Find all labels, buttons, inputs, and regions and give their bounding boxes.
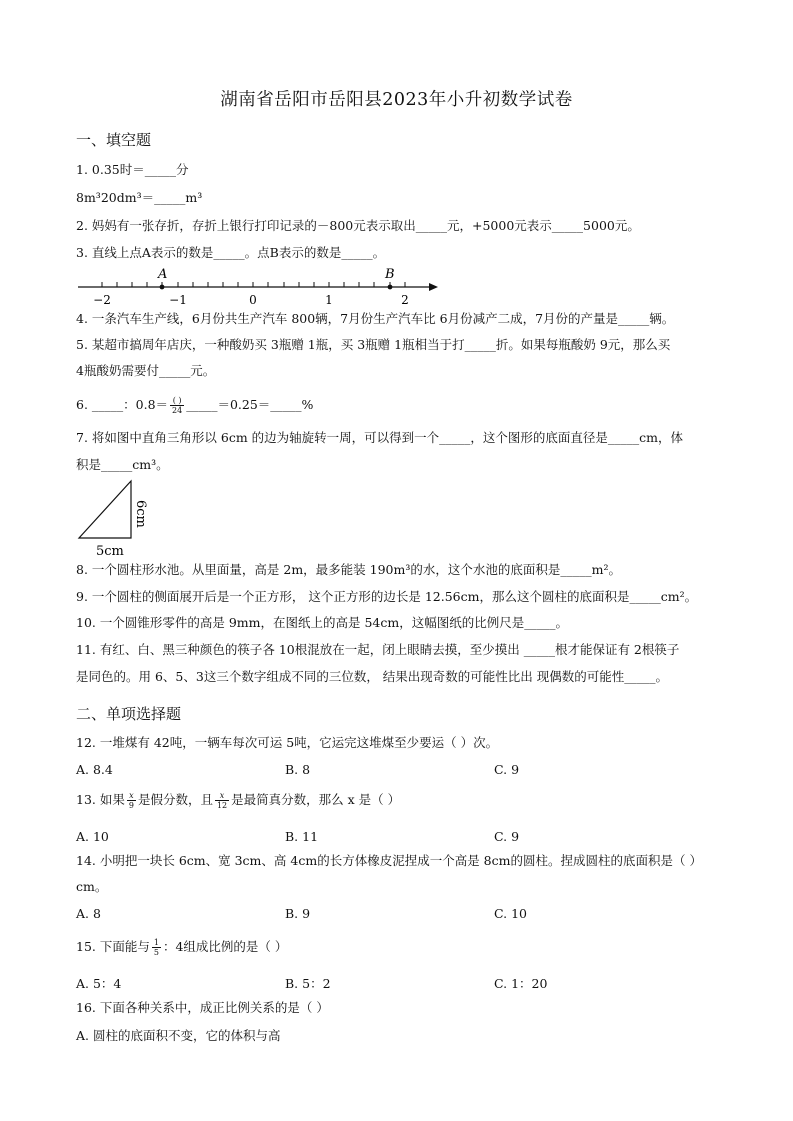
triangle-base-label: 5cm bbox=[96, 544, 124, 558]
tick-label-0: 0 bbox=[249, 293, 257, 307]
section-fill-in-heading: 一、填空题 bbox=[76, 131, 152, 149]
question-13-part2: 是假分数，且 bbox=[137, 792, 213, 807]
triangle-side-label: 6cm bbox=[133, 500, 148, 528]
fraction-numerator: x bbox=[215, 791, 229, 801]
question-2: 2. 妈妈有一张存折，存折上银行打印记录的－800元表示取出_____元，+5000元表示_____5000元。 bbox=[76, 218, 640, 233]
question-15-option-c: C. 1：20 bbox=[494, 976, 548, 991]
question-13-part1: 13. 如果 bbox=[76, 792, 125, 807]
question-14-option-b: B. 9 bbox=[285, 906, 311, 921]
question-15-option-a: A. 5：4 bbox=[76, 976, 122, 991]
fraction-denominator: 24 bbox=[172, 406, 183, 415]
question-14-option-c: C. 10 bbox=[494, 906, 527, 921]
question-12-option-b: B. 8 bbox=[285, 762, 311, 777]
question-16-option-a: A. 圆柱的底面积不变，它的体积与高 bbox=[76, 1028, 281, 1043]
question-13-option-c: C. 9 bbox=[494, 829, 520, 844]
question-3: 3. 直线上点A表示的数是_____。点B表示的数是_____。 bbox=[76, 245, 386, 260]
question-5a: 5. 某超市搞周年店庆，一种酸奶买 3瓶赠 1瓶，买 3瓶赠 1瓶相当于打_____折。如果每瓶酸奶 9元，那么买 bbox=[76, 337, 671, 352]
tick-label-neg2: −2 bbox=[93, 293, 111, 307]
tick-label-neg1: −1 bbox=[169, 293, 187, 307]
fraction-numerator: 1 bbox=[153, 938, 159, 947]
right-triangle-figure bbox=[74, 476, 164, 558]
question-14-option-a: A. 8 bbox=[76, 906, 101, 921]
question-13-part3: 是最简真分数，那么 x 是（ ） bbox=[231, 792, 401, 807]
question-15-part1: 15. 下面能与 bbox=[76, 939, 150, 954]
question-11b: 是同色的。用 6、5、3这三个数字组成不同的三位数， 结果出现奇数的可能性比出 现偶数的可能性_____。 bbox=[76, 669, 669, 684]
point-a-label: A bbox=[158, 267, 168, 282]
right-triangle bbox=[79, 481, 131, 538]
point-b-dot bbox=[388, 285, 393, 290]
question-13 bbox=[76, 791, 400, 810]
point-b-label: B bbox=[385, 267, 395, 282]
question-1a: 1. 0.35时＝_____分 bbox=[76, 162, 189, 177]
fraction-denominator: 9 bbox=[128, 801, 134, 810]
question-9: 9. 一个圆柱的侧面展开后是一个正方形， 这个正方形的边长是 12.56cm，那么这个圆柱的底面积是_____cm²。 bbox=[76, 589, 698, 604]
fraction-numerator: ( ) bbox=[170, 396, 184, 406]
fraction-denominator: 12 bbox=[216, 801, 228, 810]
question-4: 4. 一条汽车生产线，6月份共生产汽车 800辆，7月份生产汽车比 6月份减产二成，7月份的产量是_____辆。 bbox=[76, 311, 675, 326]
section-single-choice-heading: 二、单项选择题 bbox=[76, 705, 182, 723]
question-5b: 4瓶酸奶需要付_____元。 bbox=[76, 363, 216, 378]
question-11a: 11. 有红、白、黑三种颜色的筷子各 10根混放在一起，闭上眼睛去摸，至少摸出 _____根才能保证有 2根筷子 bbox=[76, 642, 680, 657]
question-1b: 8m³20dm³＝_____m³ bbox=[76, 190, 203, 205]
question-6 bbox=[76, 396, 313, 415]
question-12-option-a: A. 8.4 bbox=[76, 762, 113, 777]
question-15-part2: ：4组成比例的是（ ） bbox=[162, 939, 288, 954]
question-13-fraction-1 bbox=[127, 791, 136, 810]
question-15-option-b: B. 5：2 bbox=[285, 976, 331, 991]
question-6-fraction bbox=[170, 396, 184, 415]
question-16: 16. 下面各种关系中，成正比例关系的是（ ） bbox=[76, 1000, 329, 1015]
question-12: 12. 一堆煤有 42吨，一辆车每次可运 5吨，它运完这堆煤至少要运（ ）次。 bbox=[76, 735, 499, 750]
question-12-option-c: C. 9 bbox=[494, 762, 520, 777]
tick-label-2: 2 bbox=[401, 293, 409, 307]
fraction-denominator: 5 bbox=[153, 948, 159, 957]
number-line-arrow bbox=[429, 283, 438, 291]
question-10: 10. 一个圆锥形零件的高是 9mm，在图纸上的高是 54cm，这幅图纸的比例尺是_____。 bbox=[76, 615, 568, 630]
question-13-option-b: B. 11 bbox=[285, 829, 319, 844]
question-7a: 7. 将如图中直角三角形以 6cm 的边为轴旋转一周，可以得到一个_____，这个图形的底面直径是_____cm，体 bbox=[76, 430, 684, 445]
question-13-option-a: A. 10 bbox=[76, 829, 109, 844]
question-14b: cm。 bbox=[76, 879, 108, 894]
number-line-figure bbox=[72, 262, 452, 308]
fraction-numerator: x bbox=[127, 791, 136, 801]
page-title: 湖南省岳阳市岳阳县2023年小升初数学试卷 bbox=[220, 90, 573, 110]
question-6-part1: 6. _____：0.8＝ bbox=[76, 397, 169, 412]
question-15-fraction bbox=[152, 938, 161, 957]
point-a-dot bbox=[160, 285, 165, 290]
question-15 bbox=[76, 938, 287, 957]
question-14a: 14. 小明把一块长 6cm、宽 3cm、高 4cm的长方体橡皮泥捏成一个高是 8cm的圆柱。捏成圆柱的底面积是（ ） bbox=[76, 853, 702, 868]
question-13-fraction-2 bbox=[215, 791, 229, 810]
question-8: 8. 一个圆柱形水池。从里面量，高是 2m，最多能装 190m³的水，这个水池的底面积是_____m²。 bbox=[76, 562, 621, 577]
tick-label-1: 1 bbox=[325, 293, 333, 307]
question-6-part2: _____＝0.25＝_____% bbox=[186, 397, 314, 412]
question-7b: 积是_____cm³。 bbox=[76, 457, 169, 472]
